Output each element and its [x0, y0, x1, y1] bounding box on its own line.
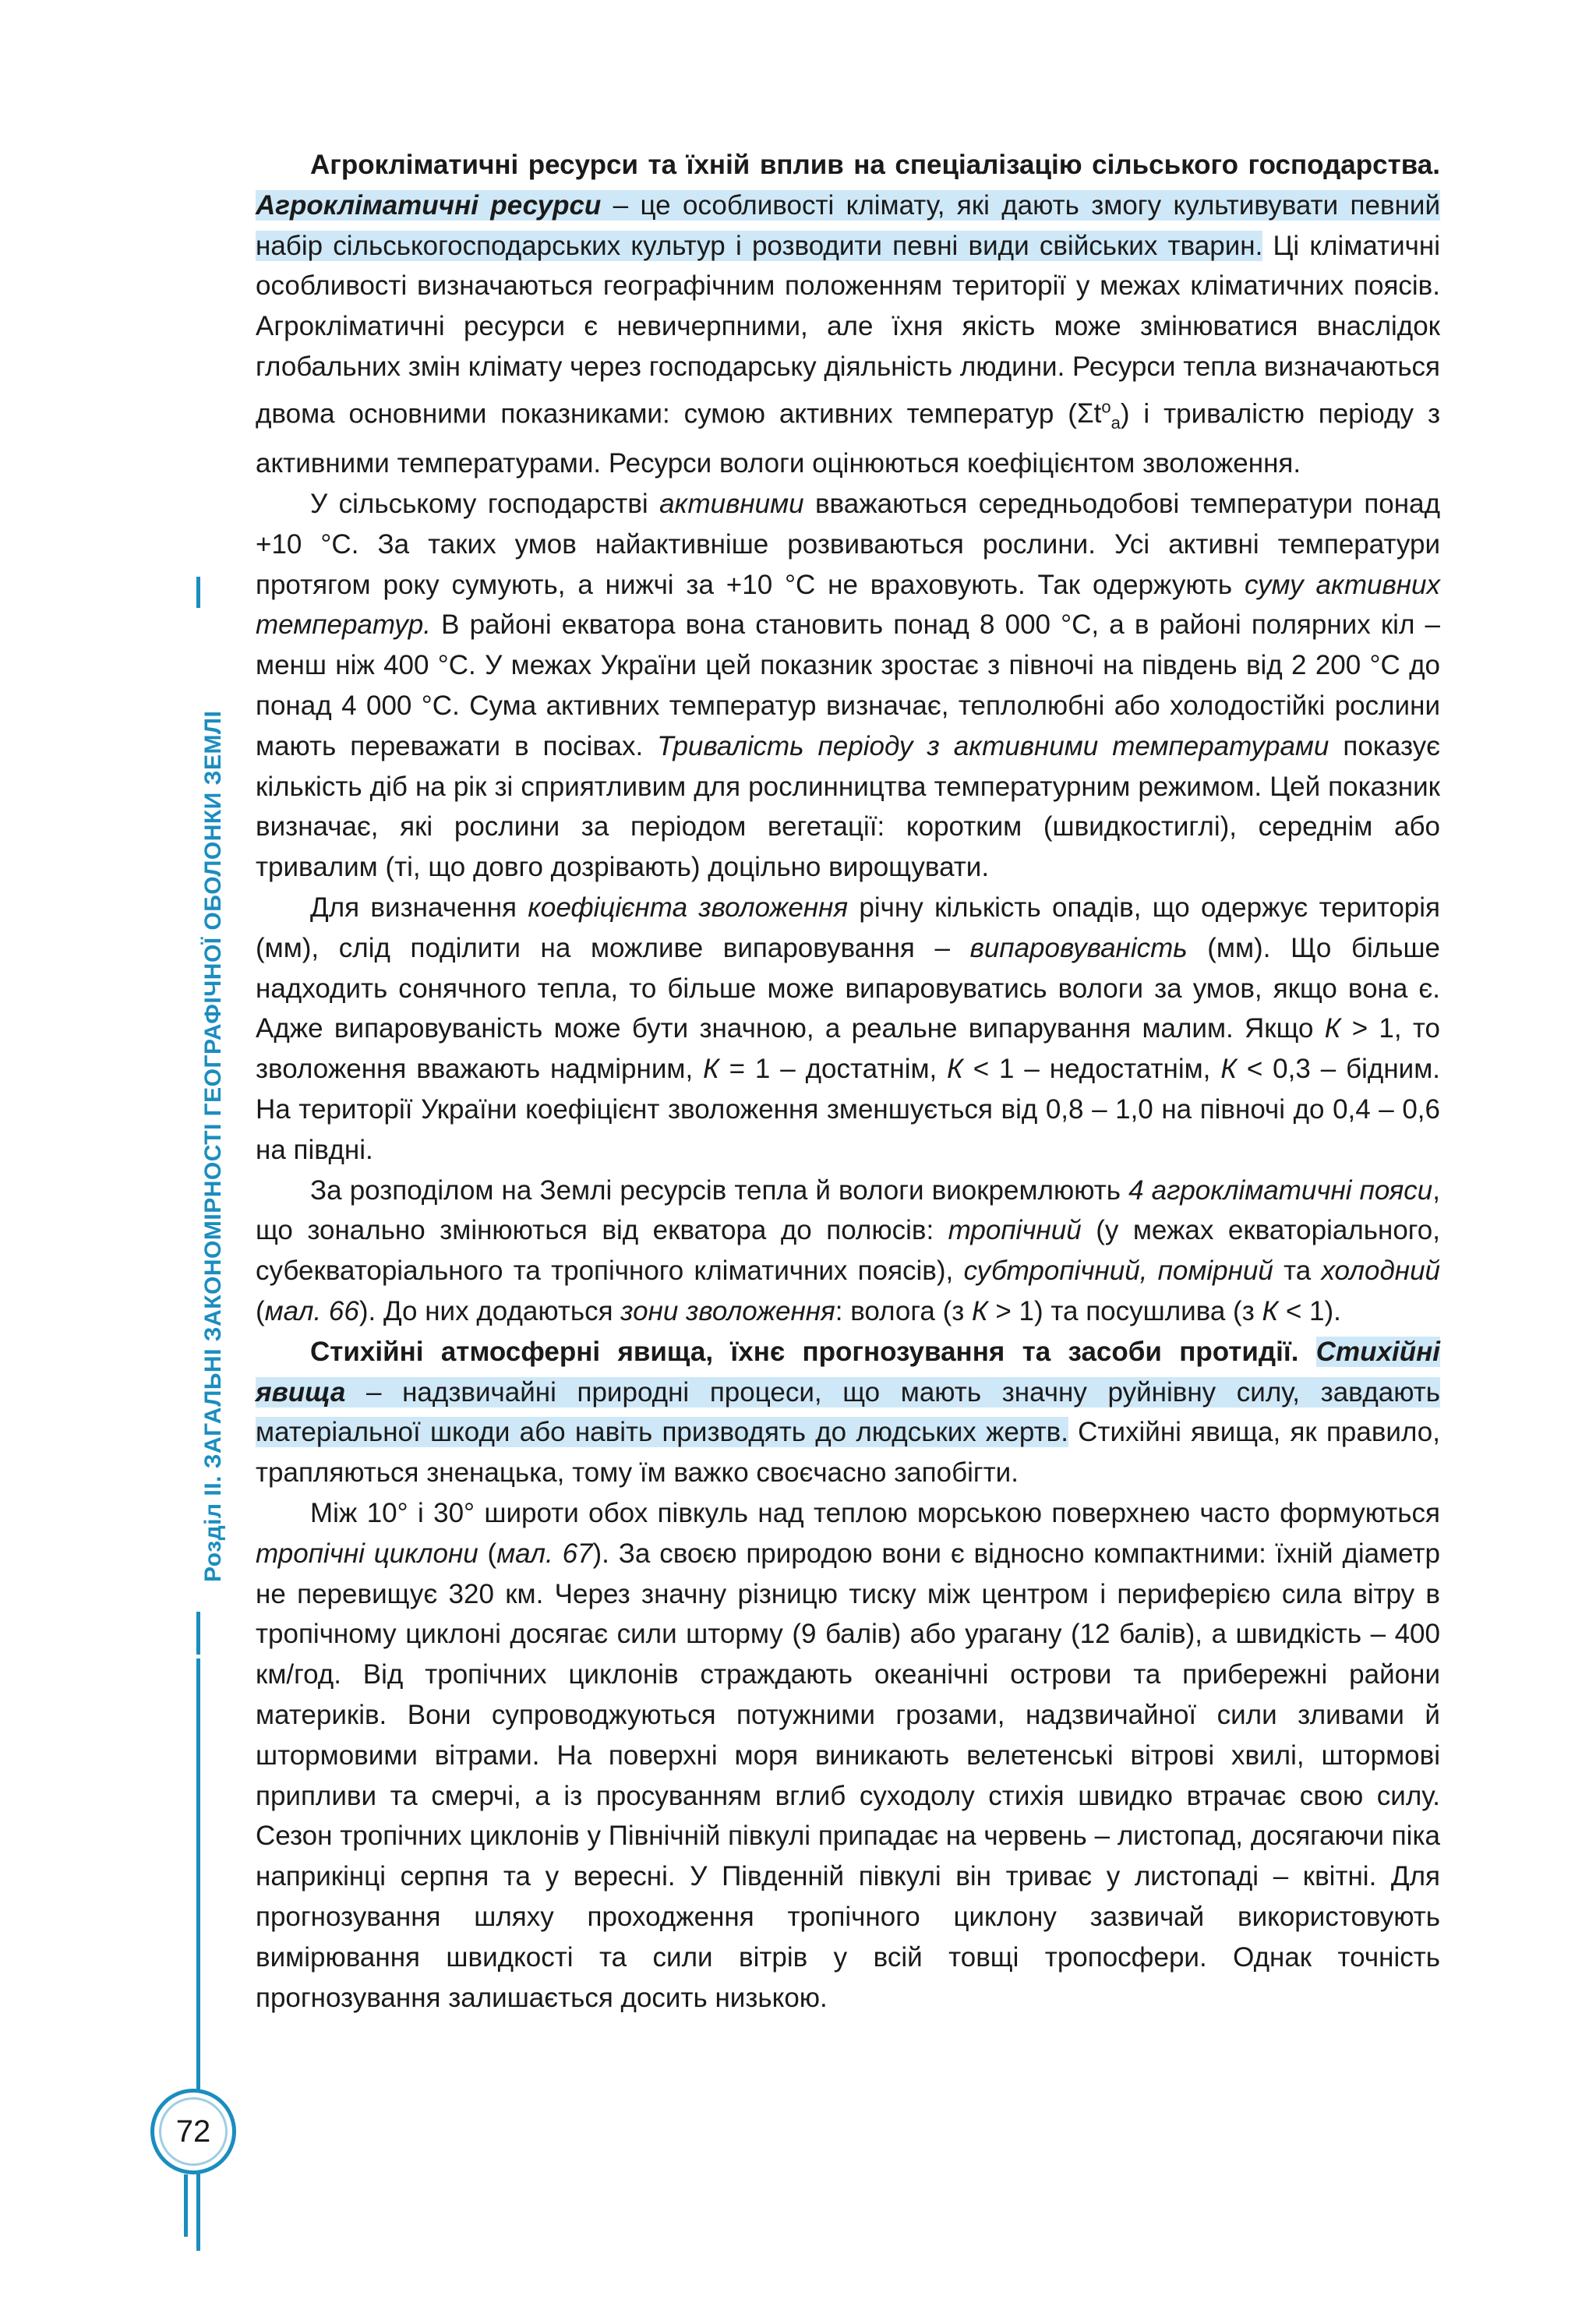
section-heading: Стихійні атмосферні явища, їхнє прогнозування та засоби протидії. — [310, 1336, 1299, 1367]
definition-text: – надзвичайні природні процеси, що мають значну руйнівну силу, завдають матеріальної шкоди або навіть призводять до людських жертв. — [256, 1376, 1440, 1448]
paragraph-moisture-coefficient: Для визначення коефіцієнта зволоження річну кількість опадів, що одержує територія (мм), слід поділити на можливе випаровування – випаровуваність (мм). Що більше надходить сонячного тепла, то більше може випаровуватись вологи за умов, якщо вона є. Адже випаровуваність може бути значною, а реальне випарування малим. Якщо К > 1, то зволоження вважають надмірним, К = 1 – достатнім, К < 1 – недостатнім, К < 0,3 – бідним. На території України коефіцієнт зволоження зменшується від 0,8 – 1,0 на півночі до 0,4 – 0,6 на півдні. — [256, 892, 1441, 1165]
page-number-text: 72 — [175, 2114, 211, 2149]
paragraph-active-temperatures: У сільському господарстві активними вважаються середньодобові температури понад +10 °С. За таких умов найактивніше розвиваються рослини. Усі активні температури протягом року сумують, а нижчі за +10 °С не враховують. Так одержують суму активних температур. В районі екватора вона становить понад 8 000 °С, а в районі полярних кіл – менш ніж 400 °С. У межах України цей показник зростає з півночі на південь від 2 200 °С до понад 4 000 °С. Сума активних температур визначає, теплолюбні або холодостійкі рослини мають переважати в посівах. Тривалість періоду з активними температурами показує кількість діб на рік зі сприятливим для рослинництва температурним режимом. Цей показник визначає, які рослини за періодом вегетації: коротким (швидкостиглі), середнім або тривалим (ті, що довго дозрівають) доцільно вирощувати. — [256, 489, 1440, 883]
paragraph-tropical-cyclones: Між 10° і 30° широти обох півкуль над теплою морською поверхнею часто формуються тропічні циклони (мал. 67). За своєю природою вони є відносно компактними: їхній діаметр не перевищує 320 км. Через значну різницю тиску між центром і периферією сила вітру в тропічному циклоні досягає сили шторму (9 балів) або урагану (12 балів), а швидкість – 400 км/год. Від тропічних циклонів страждають океанічні острови та прибережні райони материків. Вони супроводжуються потужними грозами, надзвичайної сили зливами й штормовими вітрами. На поверхні моря виникають велетенські вітрові хвилі, штормові припливи та смерчі, а із просуванням вглиб суходолу стихія швидко втрачає свою силу. Сезон тропічних циклонів у Північній півкулі припадає на червень – листопад, досягаючи піка наприкінці серпня та у вересні. У Південній півкулі він триває у листопаді – квітні. Для прогнозування шляху проходження тропічного циклону зазвичай використовують вимірювання швидкості та сили вітрів у всій товщі тропосфери. Однак точність прогнозування залишається досить низькою. — [256, 1497, 1440, 2013]
section-bar-bottom — [196, 1612, 200, 1655]
paragraph-agroclimatic: Агрокліматичні ресурси та їхній вплив на спеціалізацію сільського господарства. Агрокліматичні ресурси – це особливості клімату, які дають змогу культивувати певний набір сільськогосподарських культур і розводити певні види свійських тварин. Ці кліматичні особливості визначаються географічним положенням території у межах кліматичних поясів. Агрокліматичні ресурси є невичерпними, але їхня якість може змінюватися внаслідок глобальних змін клімату через господарську діяльність людини. Ресурси тепла визначаються двома основними показниками: сумою активних температур $(\Sigma t^о_а)$ і тривалістю періоду з активними температурами. Ресурси вологи оцінюються коефіцієнтом зволоження. — [256, 150, 1441, 479]
term: Агрокліматичні ресурси — [256, 189, 602, 221]
section-bar-top — [196, 577, 200, 608]
section-title: Розділ II. ЗАГАЛЬНІ ЗАКОНОМІРНОСТІ ГЕОГРАФІЧНОЇ ОБОЛОНКИ ЗЕМЛІ — [200, 710, 226, 1582]
paragraph-natural-hazards: Стихійні атмосферні явища, їхнє прогнозування та засоби протидії. Стихійні явища – надзвичайні природні процеси, що мають значну руйнівну силу, завдають матеріальної шкоди або навіть призводять до людських жертв. Стихійні явища, як правило, трапляються зненацька, тому їм важко своєчасно запобігти. — [256, 1336, 1440, 1489]
page-number-tail — [184, 2174, 188, 2237]
section-heading: Агрокліматичні ресурси та їхній вплив на спеціалізацію сільського господарства. — [310, 150, 1440, 180]
paragraph-agroclimatic-belts: За розподілом на Землі ресурсів тепла й вологи виокремлюють 4 агрокліматичні пояси, що зонально змінюються від екватора до полюсів: тропічний (у межах екваторіального, субекваторіального та тропічного кліматичних поясів), субтропічний, помірний та холодний (мал. 66). До них додаються зони зволоження: волога (з К > 1) та посушлива (з К < 1). — [256, 1174, 1440, 1326]
term: Стихійні явища — [256, 1336, 1440, 1408]
sum-symbol: $\Sigma t^о_а$ — [1076, 397, 1121, 433]
main-text — [256, 145, 1440, 2018]
page-number — [150, 2089, 236, 2174]
definition-text: – це особливості клімату, які дають змогу культивувати певний набір сільськогосподарських культур і розводити певні види свійських тварин. — [256, 189, 1440, 261]
